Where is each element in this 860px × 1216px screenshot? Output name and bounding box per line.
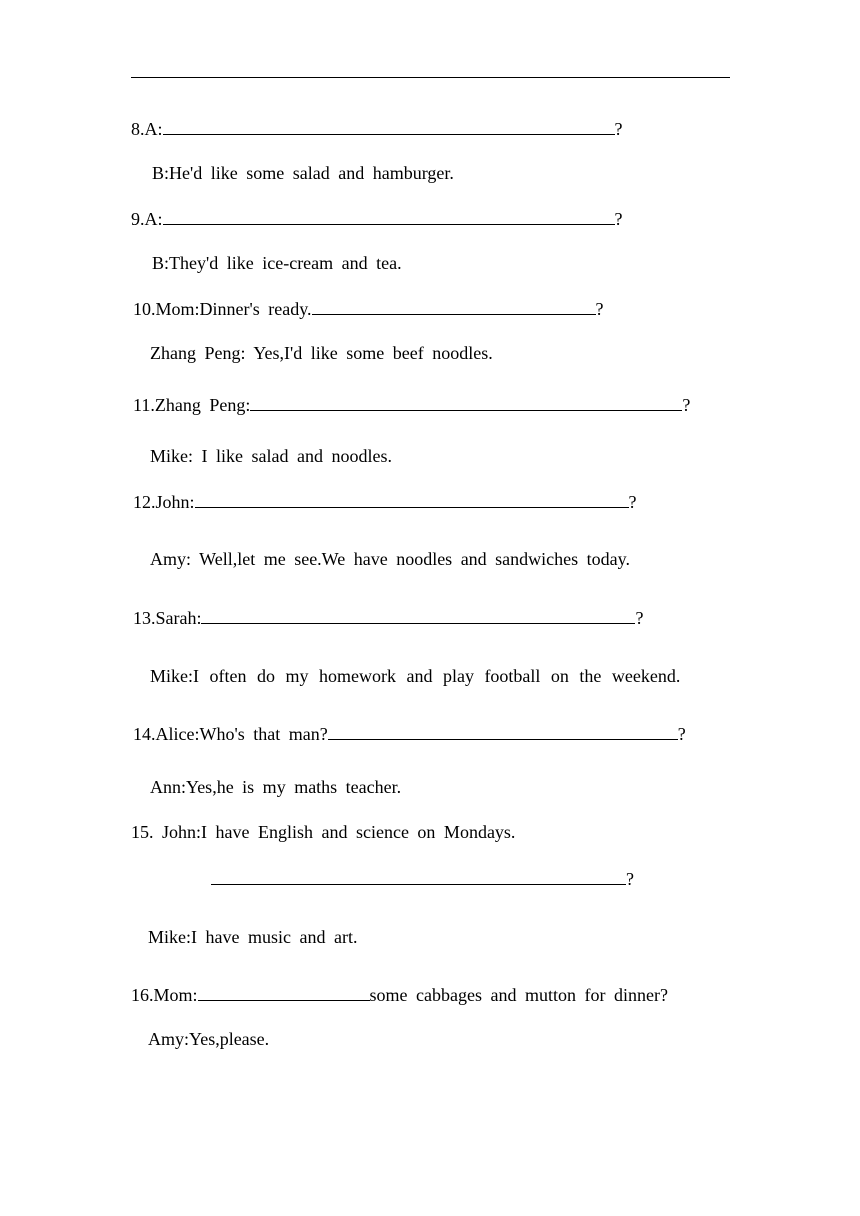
question-13 — [133, 606, 643, 629]
answer-blank[interactable] — [250, 393, 682, 411]
header-rule — [131, 77, 730, 78]
question-label: 11.Zhang Peng: — [133, 395, 251, 415]
question-label: 14.Alice:Who's that man? — [133, 724, 328, 744]
question-end: ? — [677, 724, 686, 744]
question-14 — [133, 722, 686, 745]
answer-10: Zhang Peng: Yes,I'd like some beef noodles. — [150, 343, 493, 363]
question-end: some cabbages and mutton for dinner? — [369, 985, 668, 1005]
question-end: ? — [614, 209, 623, 229]
question-9 — [131, 207, 623, 230]
question-end: ? — [635, 608, 644, 628]
question-8 — [131, 117, 623, 140]
question-end: ? — [595, 299, 604, 319]
question-end: ? — [626, 869, 634, 889]
answer-9: B:They'd like ice-cream and tea. — [152, 253, 402, 273]
answer-blank[interactable] — [163, 117, 615, 135]
question-label: 8.A: — [131, 119, 163, 139]
answer-16: Amy:Yes,please. — [148, 1029, 270, 1049]
question-15-blank-line — [211, 867, 634, 890]
question-15: 15. John:I have English and science on Mondays. — [131, 822, 516, 842]
answer-11: Mike: I like salad and noodles. — [150, 446, 392, 466]
question-11 — [133, 393, 690, 416]
answer-blank[interactable] — [328, 722, 678, 740]
question-end: ? — [628, 492, 637, 512]
question-label: 9.A: — [131, 209, 163, 229]
answer-blank[interactable] — [198, 983, 370, 1001]
question-end: ? — [682, 395, 691, 415]
answer-blank[interactable] — [195, 490, 629, 508]
answer-blank[interactable] — [312, 297, 596, 315]
question-10 — [133, 297, 604, 320]
answer-8: B:He'd like some salad and hamburger. — [152, 163, 454, 183]
question-label: 12.John: — [133, 492, 195, 512]
answer-blank[interactable] — [163, 207, 615, 225]
answer-12: Amy: Well,let me see.We have noodles and sandwiches today. — [150, 549, 630, 569]
question-12 — [133, 490, 637, 513]
answer-15: Mike:I have music and art. — [148, 927, 358, 947]
answer-13: Mike:I often do my homework and play football on the weekend. — [150, 666, 681, 686]
question-label: 13.Sarah: — [133, 608, 202, 628]
question-label: 10.Mom:Dinner's ready. — [133, 299, 312, 319]
question-label: 16.Mom: — [131, 985, 198, 1005]
answer-blank[interactable] — [201, 606, 635, 624]
question-16 — [131, 983, 668, 1006]
answer-14: Ann:Yes,he is my maths teacher. — [150, 777, 402, 797]
question-end: ? — [614, 119, 623, 139]
answer-blank[interactable] — [211, 867, 626, 885]
